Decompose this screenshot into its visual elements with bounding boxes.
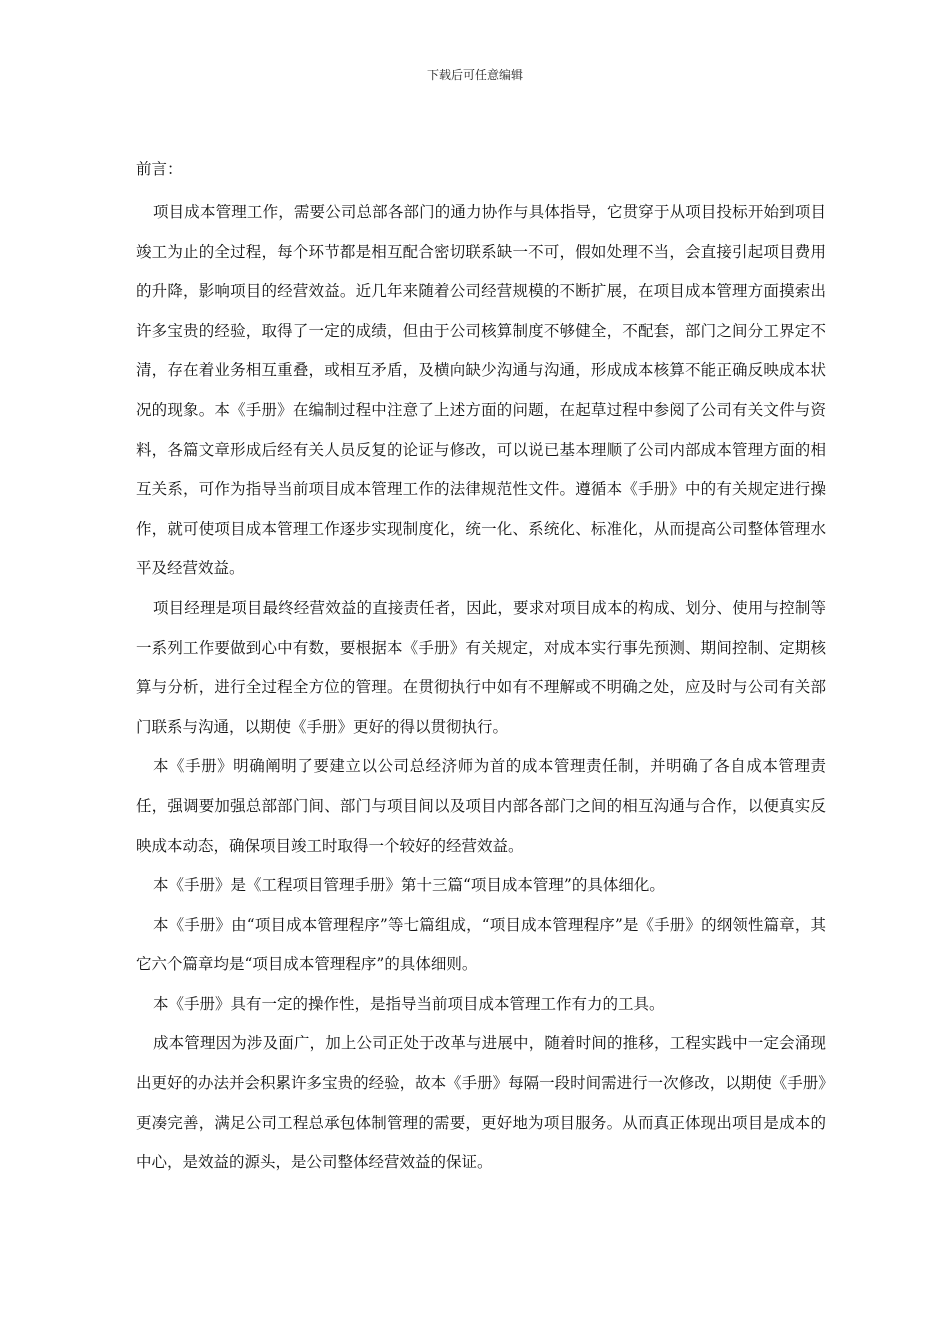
paragraph-1: 项目成本管理工作，需要公司总部各部门的通力协作与具体指导，它贯穿于从项目投标开始到项目竣工为止的全过程，每个环节都是相互配合密切联系缺一不可，假如处理不当，会直接引起项目费用的升降，影响项目的经营效益。近几年来随着公司经营规模的不断扩展，在项目成本管理方面摸索出许多宝贵的经验，取得了一定的成绩，但由于公司核算制度不够健全，不配套，部门之间分工界定不清，存在着业务相互重叠，或相互矛盾，及横向缺少沟通与沟通，形成成本核算不能正确反映成本状况的现象。本《手册》在编制过程中注意了上述方面的问题，在起草过程中参阅了公司有关文件与资料，各篇文章形成后经有关人员反复的论证与修改，可以说已基本理顺了公司内部成本管理方面的相互关系，可作为指导当前项目成本管理工作的法律规范性文件。遵循本《手册》中的有关规定进行操作，就可使项目成本管理工作逐步实现制度化，统一化、系统化、标准化，从而提高公司整体管理水平及经营效益。 — [136, 203, 826, 578]
document-body — [136, 152, 826, 1183]
paragraph-2: 项目经理是项目最终经营效益的直接责任者，因此，要求对项目成本的构成、划分、使用与控制等一系列工作要做到心中有数，要根据本《手册》有关规定，对成本实行事先预测、期间控制、定期核算与分析，进行全过程全方位的管理。在贯彻执行中如有不理解或不明确之处，应及时与公司有关部门联系与沟通，以期使《手册》更好的得以贯彻执行。 — [136, 598, 826, 736]
paragraph-5: 本《手册》由“项目成本管理程序”等七篇组成，“项目成本管理程序”是《手册》的纲领性篇章，其它六个篇章均是“项目成本管理程序”的具体细则。 — [136, 915, 826, 974]
page-header: 下载后可任意编辑 — [426, 68, 523, 82]
paragraph-4: 本《手册》是《工程项目管理手册》第十三篇“项目成本管理”的具体细化。 — [153, 876, 665, 895]
paragraph-6: 本《手册》具有一定的操作性，是指导当前项目成本管理工作有力的工具。 — [153, 994, 665, 1013]
paragraph-3: 本《手册》明确阐明了要建立以公司总经济师为首的成本管理责任制，并明确了各自成本管理责任，强调要加强总部部门间、部门与项目间以及项目内部各部门之间的相互沟通与合作，以便真实反映成本动态，确保项目竣工时取得一个较好的经营效益。 — [136, 757, 826, 855]
paragraph-7: 成本管理因为涉及面广，加上公司正处于改革与进展中，随着时间的推移，工程实践中一定会涌现出更好的办法并会积累许多宝贵的经验，故本《手册》每隔一段时间需进行一次修改，以期使《手册》更凑完善，满足公司工程总承包体制管理的需要，更好地为项目服务。从而真正体现出项目是成本的中心，是效益的源头，是公司整体经营效益的保证。 — [136, 1034, 826, 1172]
preface-heading: 前言： — [136, 160, 183, 178]
